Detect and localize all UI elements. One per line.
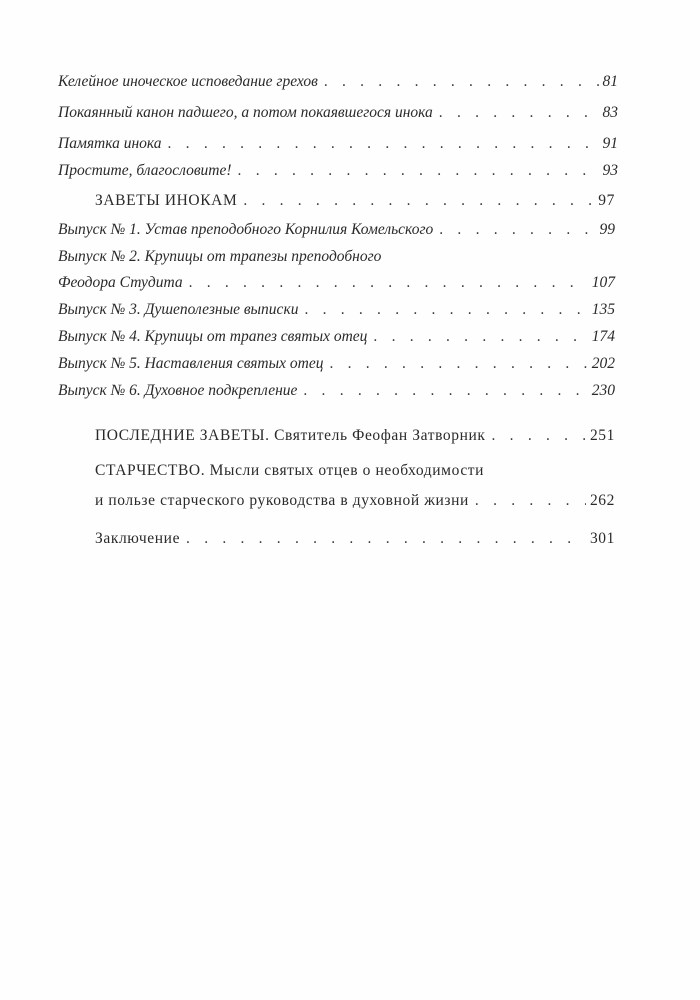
dot-leader — [324, 73, 599, 91]
toc-entry[interactable] — [58, 382, 615, 400]
toc-section-entry[interactable] — [95, 427, 615, 445]
toc-entry-page: 174 — [591, 328, 615, 345]
dot-leader — [186, 530, 586, 548]
toc-entry-title: Памятка инока — [58, 135, 162, 152]
toc-entry[interactable] — [58, 328, 615, 346]
toc-entry-title: Выпуск № 5. Наставления святых отец — [58, 355, 324, 372]
toc-entry[interactable] — [58, 355, 615, 373]
dot-leader — [329, 355, 587, 373]
toc-entry-page: 107 — [591, 274, 615, 291]
toc-section-first-line: СТАРЧЕСТВО. Мысли святых отцев о необходимости — [95, 462, 485, 479]
toc-entry-title: Выпуск № 1. Устав преподобного Корнилия Комельского — [58, 221, 434, 238]
toc-section-title: Заключение — [95, 530, 181, 547]
dot-leader — [238, 162, 599, 180]
dot-leader — [243, 192, 594, 210]
toc-section-entry[interactable] — [95, 530, 615, 548]
dot-leader — [492, 427, 586, 445]
toc-section-entry[interactable] — [95, 192, 615, 210]
toc-entry-page: 83 — [602, 104, 618, 121]
toc-entry-first-line: Выпуск № 2. Крупицы от трапезы преподобного — [58, 248, 382, 265]
toc-entry-page: 230 — [591, 382, 615, 399]
toc-entry[interactable] — [58, 104, 618, 122]
toc-entry-title: Феодора Студита — [58, 274, 183, 291]
dot-leader — [303, 382, 587, 400]
dot-leader — [439, 221, 595, 239]
toc-entry-title: Выпуск № 6. Духовное подкрепление — [58, 382, 298, 399]
toc-entry[interactable] — [58, 73, 618, 91]
toc-section-title: и пользе старческого руководства в духовной жизни — [95, 492, 469, 509]
toc-entry-page: 135 — [591, 301, 615, 318]
toc-entry[interactable] — [58, 135, 618, 153]
dot-leader — [439, 104, 599, 122]
toc-entry-title: Выпуск № 3. Душеполезные выписки — [58, 301, 299, 318]
toc-entry-title: Выпуск № 4. Крупицы от трапез святых отец — [58, 328, 368, 345]
toc-entry-page: 251 — [589, 427, 615, 444]
toc-section-entry[interactable] — [95, 492, 615, 510]
toc-entry-page: 91 — [602, 135, 618, 152]
toc-entry-page: 81 — [602, 73, 618, 90]
toc-entry[interactable] — [58, 301, 615, 319]
toc-section-title: ПОСЛЕДНИЕ ЗАВЕТЫ. Святитель Феофан Затворник — [95, 427, 486, 444]
toc-entry[interactable] — [58, 274, 615, 292]
toc-entry-page: 262 — [589, 492, 615, 509]
dot-leader — [168, 135, 599, 153]
toc-entry-page: 202 — [591, 355, 615, 372]
toc-entry-page: 93 — [602, 162, 618, 179]
dot-leader — [304, 301, 587, 319]
dot-leader — [475, 492, 586, 510]
toc-section-title: ЗАВЕТЫ ИНОКАМ — [95, 192, 238, 209]
dot-leader — [189, 274, 588, 292]
dot-leader — [373, 328, 587, 346]
toc-entry[interactable] — [58, 221, 615, 239]
toc-entry-page: 97 — [598, 192, 615, 209]
toc-entry[interactable] — [58, 162, 618, 180]
toc-entry-page: 99 — [599, 221, 615, 238]
toc-entry-title: Простите, благословите! — [58, 162, 232, 179]
toc-entry-page: 301 — [589, 530, 615, 547]
toc-entry-title: Покаянный канон падшего, а потом покаявшегося инока — [58, 104, 433, 121]
toc-entry-title: Келейное иноческое исповедание грехов — [58, 73, 318, 90]
